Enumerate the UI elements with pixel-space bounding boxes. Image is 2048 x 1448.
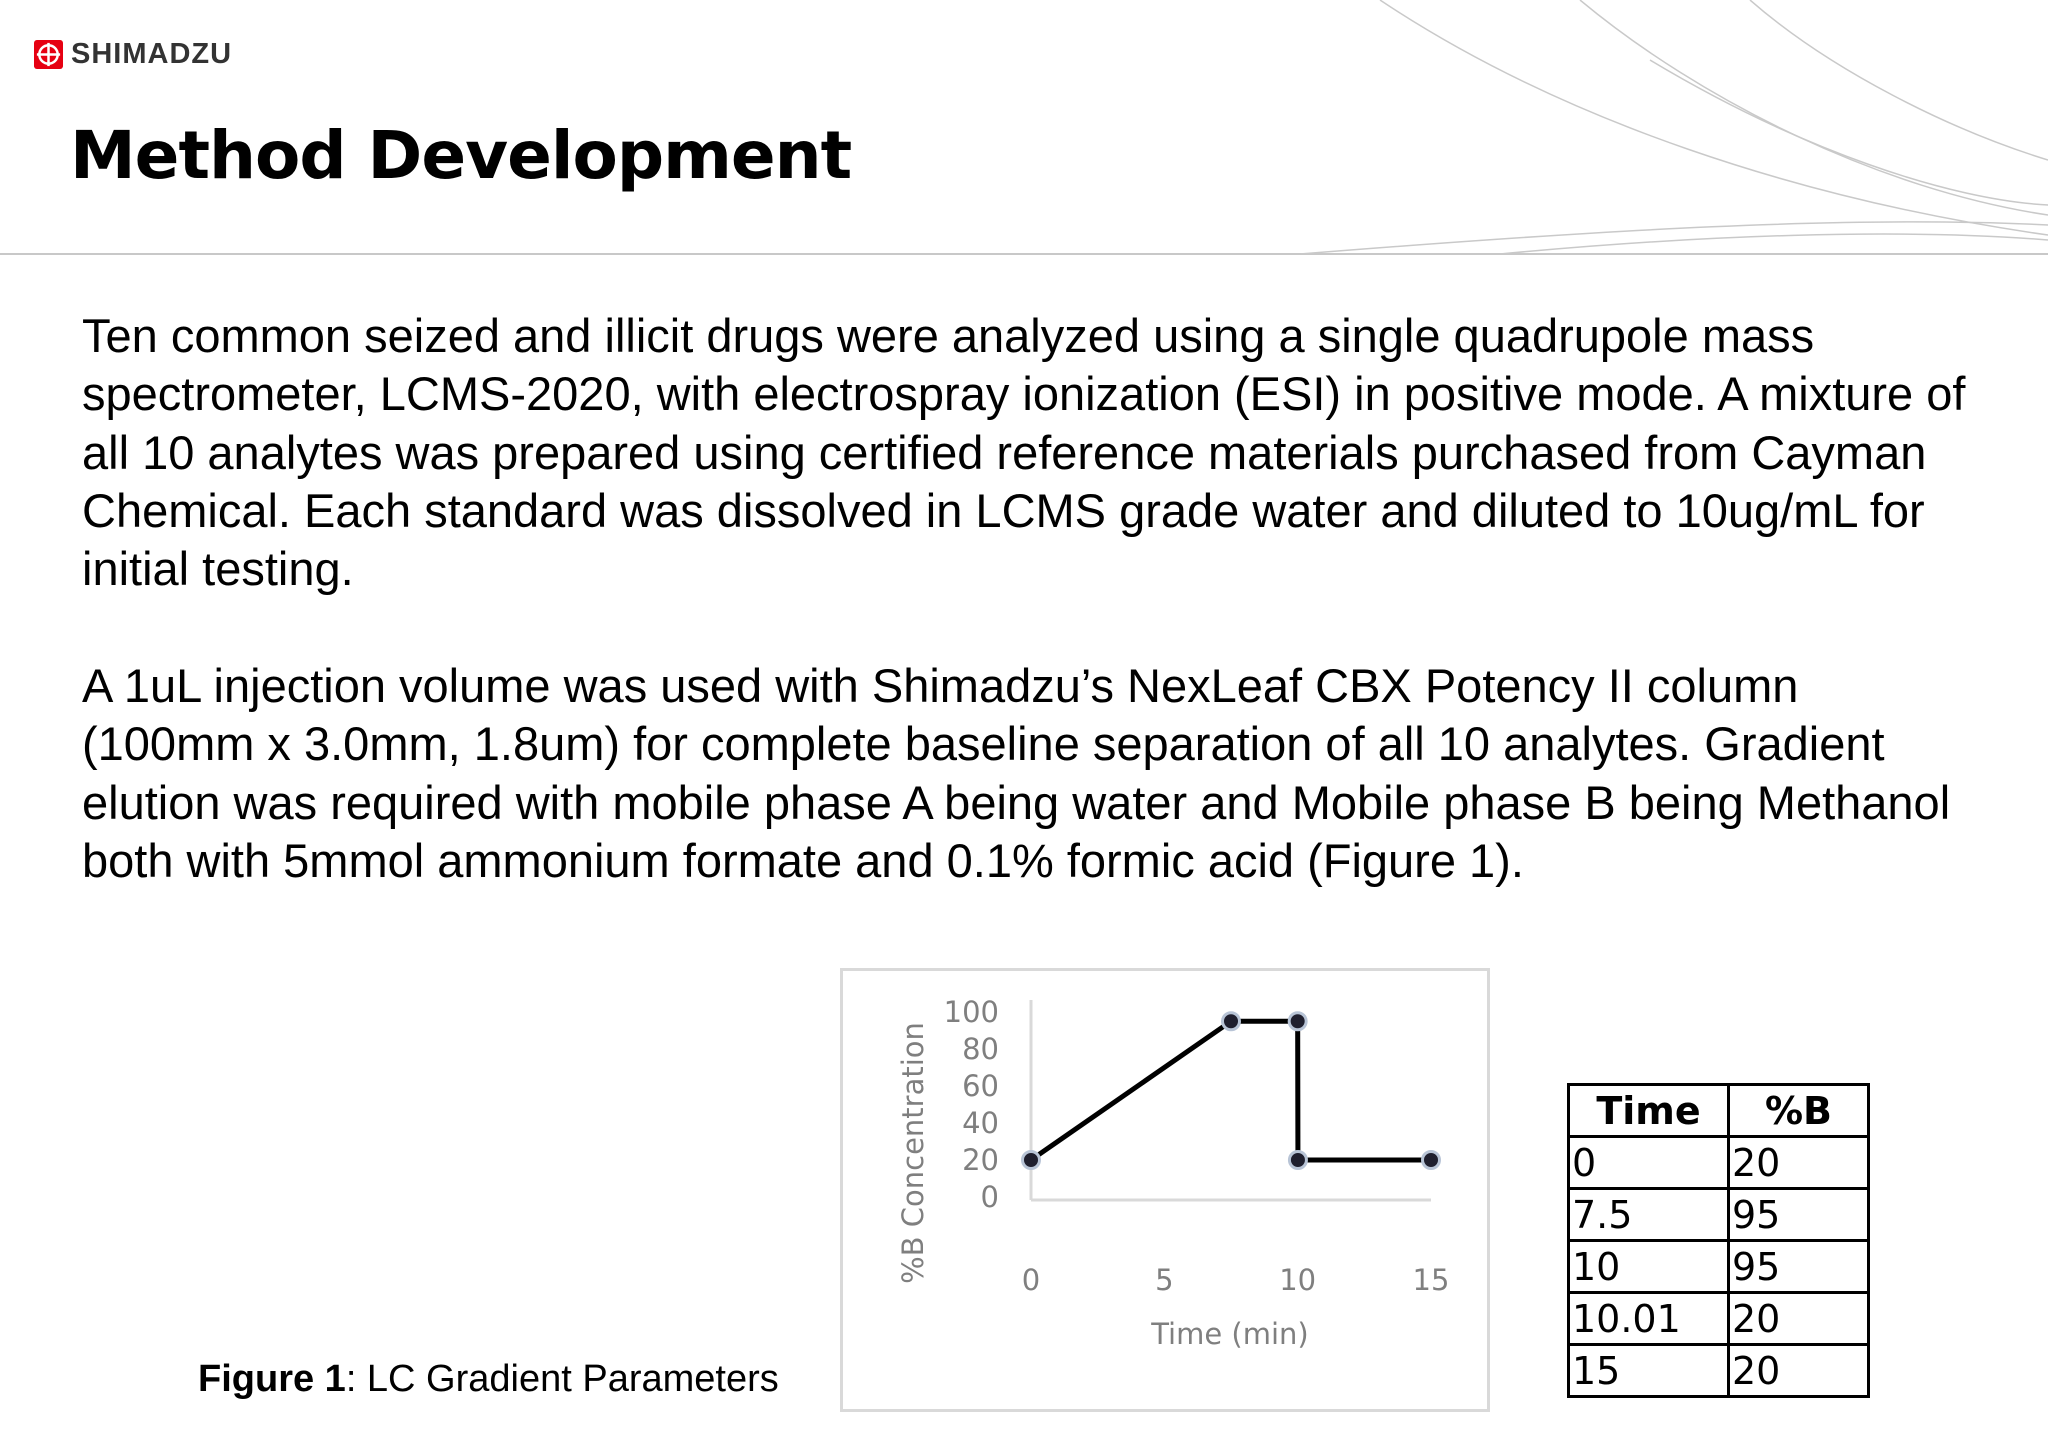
intro-paragraph: Ten common seized and illicit drugs were analyzed using a single quadrupole mass spectrometer, LCMS-2020, with electrospray ionization (ESI) in positive mode. A mixture of all 10 analytes was prepared using certified reference materials purchased from Cayman Chemical. Each standard was dissolved in LCMS grade water and diluted to 10ug/mL for initial testing. [82,309,1966,596]
y-axis-label: %B Concentration [896,1022,930,1284]
decorative-curves [1300,0,2048,254]
y-tick-label: 60 [962,1069,999,1103]
time-cell: 15 [1569,1345,1729,1397]
time-cell: 10.01 [1569,1293,1729,1345]
x-axis-label: Time (min) [1151,1317,1309,1351]
slide-title: Method Development [70,117,852,194]
time-cell: 7.5 [1569,1189,1729,1241]
percent-b-column-header: %B [1729,1085,1869,1137]
percent-b-cell: 95 [1729,1189,1869,1241]
figure-caption-text: : LC Gradient Parameters [345,1358,779,1400]
data-point [1289,1013,1306,1030]
percent-b-cell: 20 [1729,1345,1869,1397]
gradient-table [1567,1083,1870,1398]
figure-caption [198,1358,779,1401]
data-point [1423,1152,1440,1169]
table-row [1569,1293,1869,1345]
gradient-chart [840,968,1490,1413]
shimadzu-logo-mark-icon [34,40,63,69]
table-row [1569,1137,1869,1189]
x-tick-label: 10 [1279,1263,1317,1297]
time-column-header: Time [1569,1085,1729,1137]
percent-b-cell: 95 [1729,1241,1869,1293]
x-tick-label: 0 [1021,1263,1041,1297]
data-point [1289,1152,1306,1169]
method-paragraph: A 1uL injection volume was used with Shimadzu’s NexLeaf CBX Potency II column (100mm x 3.0mm, 1.8um) for complete baseline separation of all 10 analytes. Gradient elution was required with mobile phase A being water and Mobile phase B being Methanol both with 5mmol ammonium formate and 0.1% formic acid (Figure 1). [82,659,1951,887]
shimadzu-logo [34,38,232,71]
table-row [1569,1345,1869,1397]
y-tick-label: 80 [962,1032,999,1066]
table-row [1569,1189,1869,1241]
y-tick-label: 40 [962,1106,999,1140]
data-point [1023,1152,1040,1169]
data-point [1223,1013,1240,1030]
x-tick-label: 5 [1155,1263,1174,1297]
y-tick-label: 100 [943,995,999,1029]
figure-caption-label: Figure 1 [198,1358,346,1400]
table-header-row [1569,1085,1869,1137]
brand-name: SHIMADZU [71,38,233,70]
time-cell: 10 [1569,1241,1729,1293]
x-tick-label: 15 [1412,1263,1450,1297]
table-row [1569,1241,1869,1293]
y-tick-label: 0 [980,1180,999,1214]
percent-b-cell: 20 [1729,1137,1869,1189]
y-tick-label: 20 [962,1143,999,1177]
time-cell: 0 [1569,1137,1729,1189]
percent-b-cell: 20 [1729,1293,1869,1345]
